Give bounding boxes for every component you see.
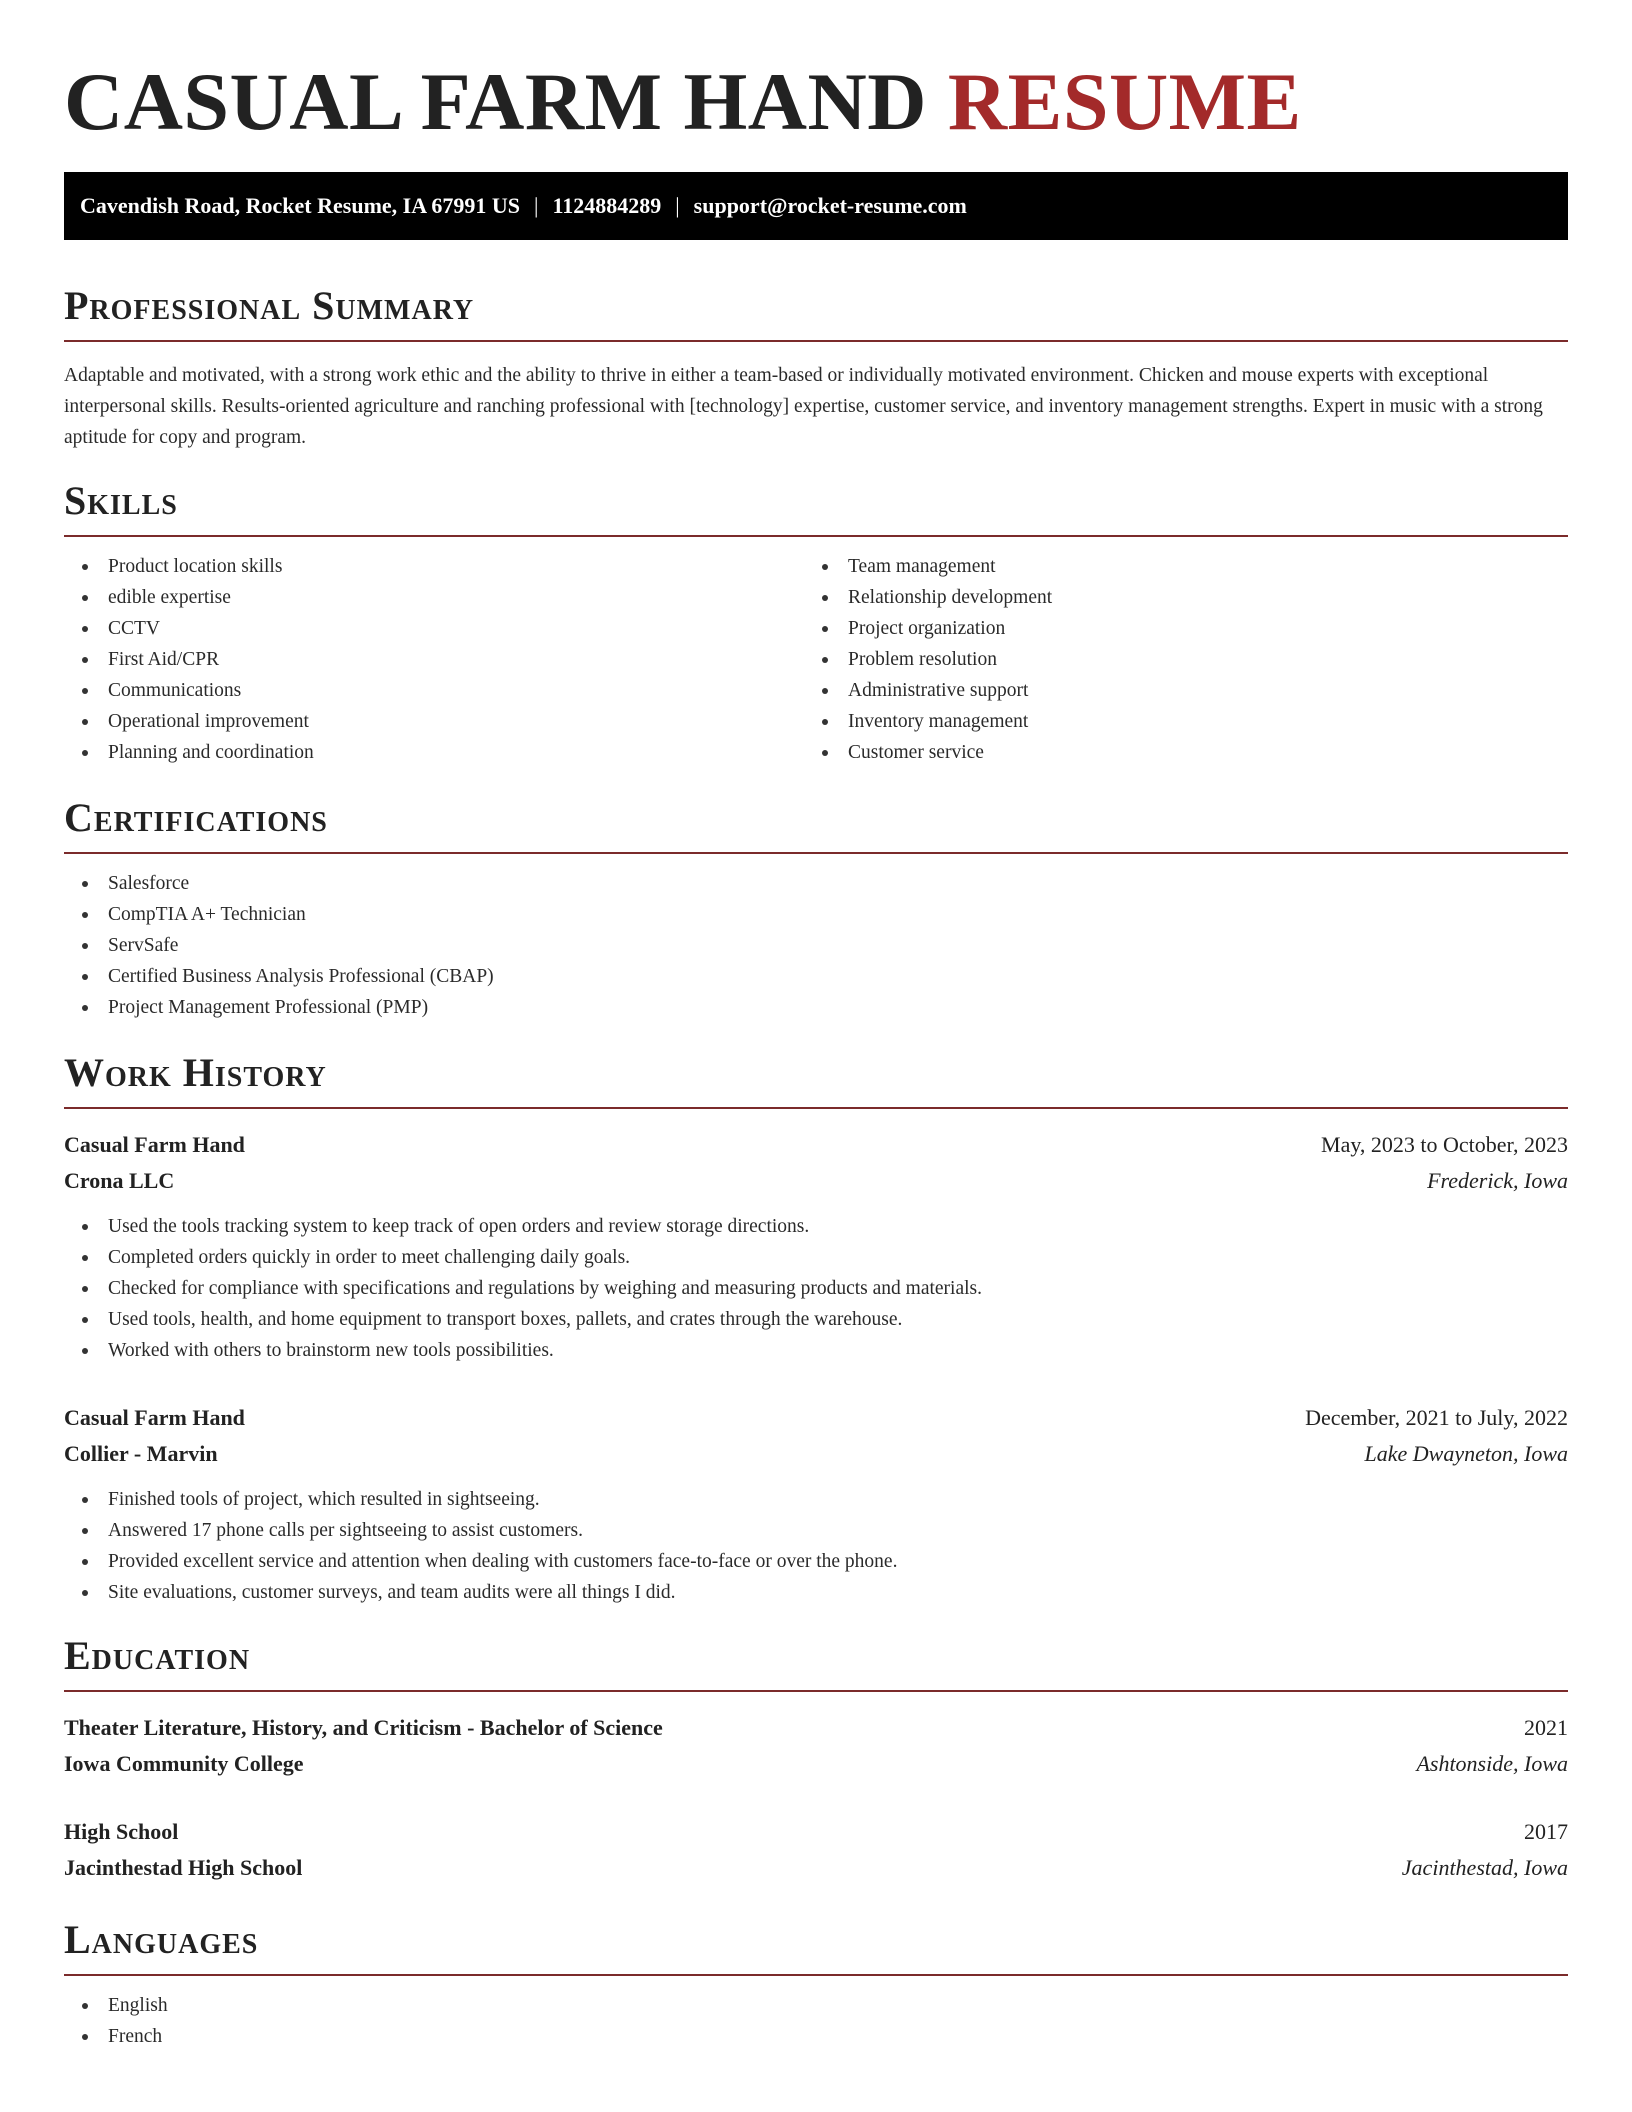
education-section [64, 1632, 1568, 1886]
job-duty: Answered 17 phone calls per sightseeing to assist customers. [64, 1515, 1568, 1546]
language-item: French [64, 2021, 1568, 2052]
education-degree-row [64, 1710, 1568, 1746]
work-history-section [64, 1049, 1568, 1608]
education-degree: High School [64, 1819, 179, 1844]
skill-item: Administrative support [804, 675, 1544, 706]
section-heading: Skills [64, 478, 178, 523]
title-accent: RESUME [947, 56, 1302, 147]
contact-separator: | [534, 193, 539, 218]
contact-address: Cavendish Road, Rocket Resume, IA 67991 US [80, 193, 521, 218]
job-duties-list [64, 1211, 1568, 1366]
title-main: CASUAL FARM HAND [64, 56, 927, 147]
summary-text: Adaptable and motivated, with a strong work ethic and the ability to thrive in either a team-based or individually motivated environment. Chicken and mouse experts with exceptional interpersonal skills. Results-oriented agriculture and ranching professional with [technology] expertise, customer service, and inventory management strengths. Expert in music with a strong aptitude for copy and program. [64, 365, 1543, 448]
education-school: Jacinthestad High School [64, 1855, 303, 1880]
job-company: Crona LLC [64, 1168, 175, 1193]
skill-item: Problem resolution [804, 644, 1544, 675]
certification-item: Salesforce [64, 868, 1568, 899]
job-duty: Site evaluations, customer surveys, and team audits were all things I did. [64, 1577, 1568, 1608]
skill-item: Project organization [804, 613, 1544, 644]
skill-item: Communications [64, 675, 804, 706]
education-entry [64, 1710, 1568, 1782]
skills-section [64, 477, 1568, 768]
job-duty: Used tools, health, and home equipment to transport boxes, pallets, and crates through the warehouse. [64, 1304, 1568, 1335]
certifications-section [64, 794, 1568, 1023]
skill-item: Inventory management [804, 706, 1544, 737]
job-company-row [64, 1163, 1568, 1199]
job-duty: Completed orders quickly in order to meet challenging daily goals. [64, 1242, 1568, 1273]
education-school: Iowa Community College [64, 1751, 304, 1776]
job-company-row [64, 1436, 1568, 1472]
section-divider [64, 340, 1568, 342]
job-title: Casual Farm Hand [64, 1132, 245, 1157]
certification-item: ServSafe [64, 930, 1568, 961]
job-duty: Worked with others to brainstorm new tools possibilities. [64, 1335, 1568, 1366]
job-entry [64, 1127, 1568, 1366]
summary-section [64, 282, 1568, 453]
contact-email: support@rocket-resume.com [693, 193, 967, 218]
certifications-list [64, 868, 1568, 1023]
job-dates: May, 2023 to October, 2023 [1321, 1132, 1568, 1157]
resume-title [64, 0, 1568, 146]
job-duty: Provided excellent service and attention when dealing with customers face-to-face or over the phone. [64, 1546, 1568, 1577]
job-title: Casual Farm Hand [64, 1405, 245, 1430]
skill-item: Product location skills [64, 551, 804, 582]
section-heading: Education [64, 1633, 251, 1678]
skill-item: Team management [804, 551, 1544, 582]
education-location: Ashtonside, Iowa [1416, 1751, 1568, 1776]
education-entry [64, 1814, 1568, 1886]
certification-item: Project Management Professional (PMP) [64, 992, 1568, 1023]
skill-item: CCTV [64, 613, 804, 644]
job-duties-list [64, 1484, 1568, 1608]
skill-item: Customer service [804, 737, 1544, 768]
section-heading: Languages [64, 1917, 259, 1962]
education-degree-row [64, 1814, 1568, 1850]
job-duty: Finished tools of project, which resulted in sightseeing. [64, 1484, 1568, 1515]
skills-list-right [804, 551, 1544, 768]
job-location: Lake Dwayneton, Iowa [1364, 1441, 1568, 1466]
skill-item: Operational improvement [64, 706, 804, 737]
job-duty: Checked for compliance with specifications and regulations by weighing and measuring products and materials. [64, 1273, 1568, 1304]
education-location: Jacinthestad, Iowa [1401, 1855, 1568, 1880]
job-duty: Used the tools tracking system to keep track of open orders and review storage directions. [64, 1211, 1568, 1242]
education-year: 2021 [1524, 1715, 1568, 1740]
education-school-row [64, 1746, 1568, 1782]
contact-separator: | [675, 193, 680, 218]
contact-phone: 1124884289 [552, 193, 662, 218]
skill-item: First Aid/CPR [64, 644, 804, 675]
job-header-row [64, 1127, 1568, 1163]
section-divider [64, 852, 1568, 854]
section-heading: Certifications [64, 795, 328, 840]
job-location: Frederick, Iowa [1427, 1168, 1568, 1193]
education-year: 2017 [1524, 1819, 1568, 1844]
section-divider [64, 1974, 1568, 1976]
contact-bar [64, 172, 1568, 240]
skills-columns [64, 537, 1568, 768]
skill-item: Planning and coordination [64, 737, 804, 768]
education-school-row [64, 1850, 1568, 1886]
job-entry [64, 1400, 1568, 1608]
job-company: Collier - Marvin [64, 1441, 218, 1466]
languages-list [64, 1990, 1568, 2052]
skill-item: edible expertise [64, 582, 804, 613]
certification-item: Certified Business Analysis Professional (CBAP) [64, 961, 1568, 992]
language-item: English [64, 1990, 1568, 2021]
section-divider [64, 1107, 1568, 1109]
section-heading: Professional Summary [64, 283, 475, 328]
education-degree: Theater Literature, History, and Criticism - Bachelor of Science [64, 1715, 663, 1740]
job-header-row [64, 1400, 1568, 1436]
certification-item: CompTIA A+ Technician [64, 899, 1568, 930]
skill-item: Relationship development [804, 582, 1544, 613]
languages-section [64, 1916, 1568, 2052]
section-divider [64, 1690, 1568, 1692]
job-dates: December, 2021 to July, 2022 [1305, 1405, 1568, 1430]
section-heading: Work History [64, 1050, 327, 1095]
skills-list-left [64, 551, 804, 768]
